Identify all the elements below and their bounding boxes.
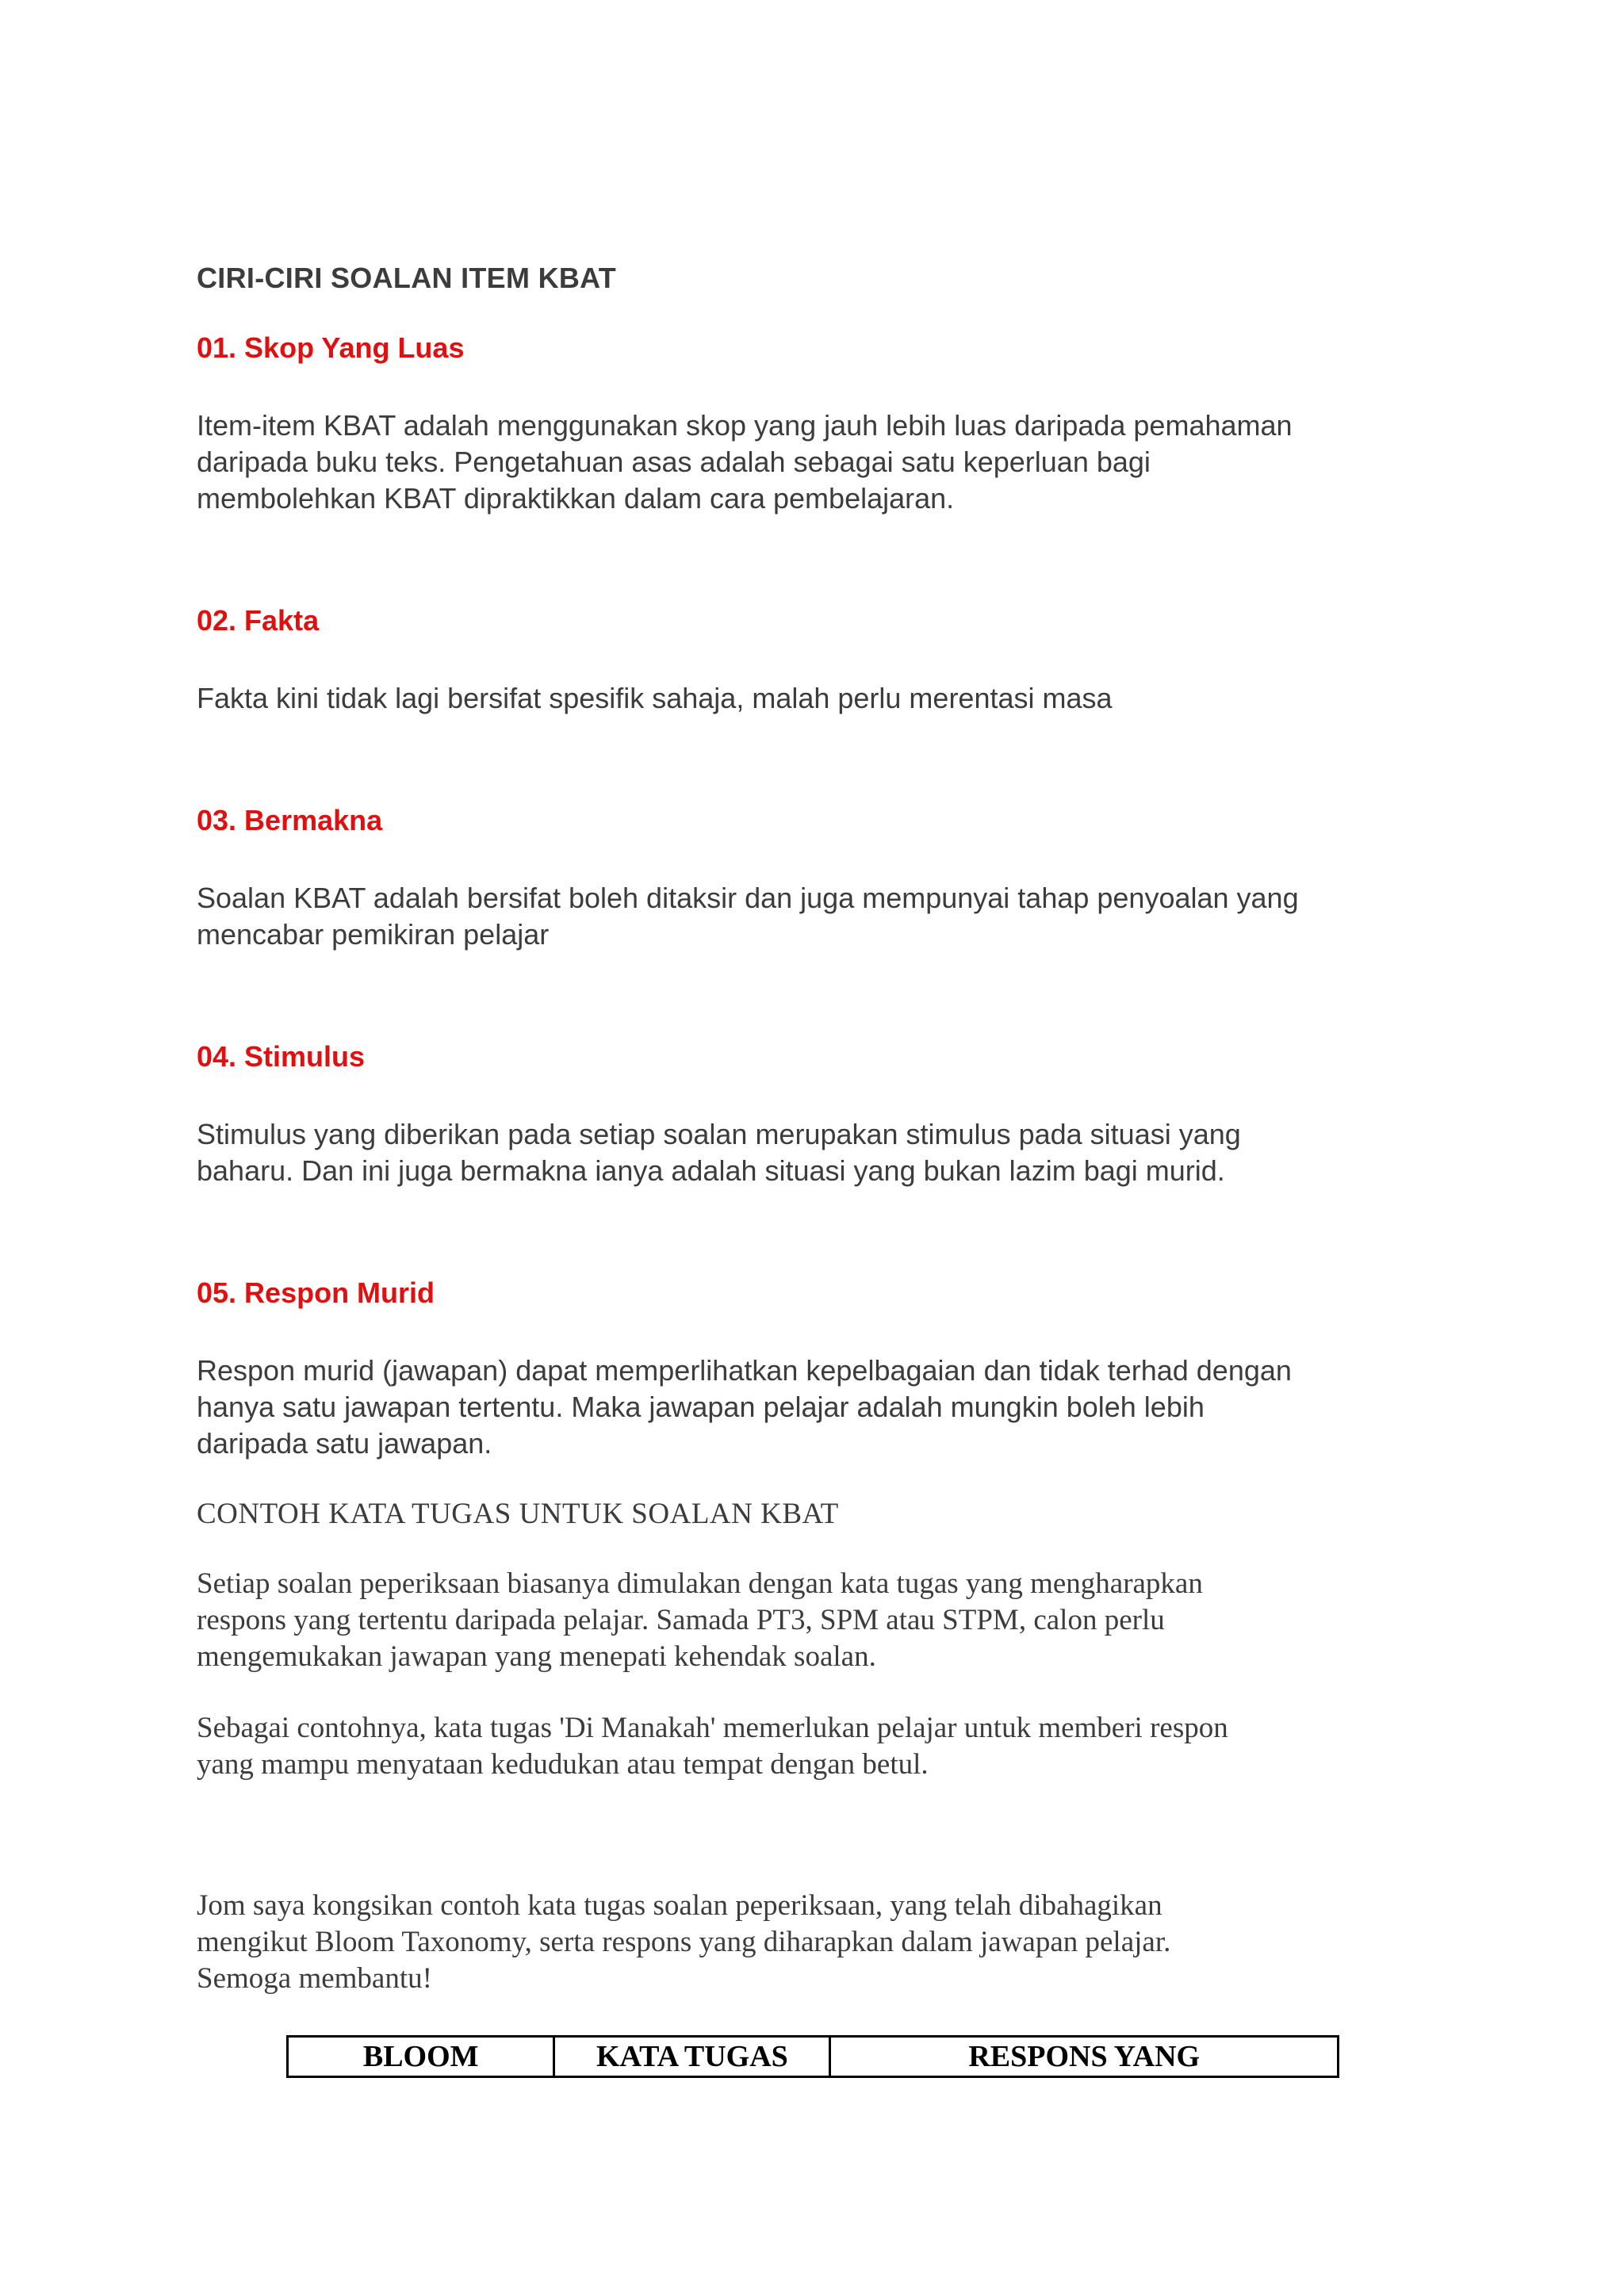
paragraph-line: daripada buku teks. Pengetahuan asas adalah sebagai satu keperluan bagi (197, 446, 1151, 478)
section-heading-skop: 01. Skop Yang Luas (197, 331, 465, 364)
document-content (197, 262, 1434, 1997)
section-heading-fakta: 02. Fakta (197, 604, 320, 637)
table-header-row (288, 2037, 1339, 2077)
section-heading-stimulus: 04. Stimulus (197, 1040, 366, 1073)
contoh-paragraph-2 (197, 1710, 1434, 1783)
section-paragraph-bermakna (197, 880, 1434, 953)
paragraph-line: Sebagai contohnya, kata tugas 'Di Manakah' memerlukan pelajar untuk memberi respon (197, 1712, 1228, 1744)
paragraph-line: mengikut Bloom Taxonomy, serta respons yang diharapkan dalam jawapan pelajar. (197, 1926, 1171, 1958)
contoh-paragraph-3 (197, 1888, 1434, 1997)
paragraph-line: membolehkan KBAT dipraktikkan dalam cara pembelajaran. (197, 482, 955, 515)
paragraph-line: baharu. Dan ini juga bermakna ianya adalah situasi yang bukan lazim bagi murid. (197, 1154, 1225, 1187)
paragraph-line: Soalan KBAT adalah bersifat boleh ditaksir dan juga mempunyai tahap penyoalan yang (197, 882, 1299, 914)
paragraph-line: Semoga membantu! (197, 1962, 432, 1995)
paragraph-line: Fakta kini tidak lagi bersifat spesifik sahaja, malah perlu merentasi masa (197, 682, 1113, 714)
section-paragraph-skop (197, 408, 1434, 517)
contoh-heading: CONTOH KATA TUGAS UNTUK SOALAN KBAT (197, 1498, 839, 1530)
section-paragraph-fakta (197, 680, 1434, 717)
paragraph-line: Jom saya kongsikan contoh kata tugas soalan peperiksaan, yang telah dibahagikan (197, 1889, 1162, 1922)
section-paragraph-stimulus (197, 1116, 1434, 1189)
paragraph-line: Respon murid (jawapan) dapat memperlihatkan kepelbagaian dan tidak terhad dengan (197, 1354, 1292, 1387)
paragraph-line: mengemukakan jawapan yang menepati kehendak soalan. (197, 1640, 876, 1673)
contoh-paragraph-1 (197, 1566, 1434, 1675)
table-header-kata-tugas: KATA TUGAS (554, 2037, 830, 2077)
bloom-table (286, 2035, 1339, 2078)
table-header-bloom: BLOOM (288, 2037, 554, 2077)
paragraph-line: respons yang tertentu daripada pelajar. Samada PT3, SPM atau STPM, calon perlu (197, 1604, 1165, 1636)
section-heading-bermakna: 03. Bermakna (197, 804, 383, 836)
document-title: CIRI-CIRI SOALAN ITEM KBAT (197, 262, 617, 294)
paragraph-line: mencabar pemikiran pelajar (197, 918, 550, 951)
section-heading-respon: 05. Respon Murid (197, 1276, 435, 1309)
section-paragraph-respon (197, 1353, 1434, 1462)
paragraph-line: daripada satu jawapan. (197, 1427, 492, 1460)
table-header-respons-yang: RESPONS YANG (830, 2037, 1339, 2077)
paragraph-line: Setiap soalan peperiksaan biasanya dimulakan dengan kata tugas yang mengharapkan (197, 1567, 1203, 1600)
paragraph-line: yang mampu menyataan kedudukan atau tempat dengan betul. (197, 1748, 929, 1781)
paragraph-line: Stimulus yang diberikan pada setiap soalan merupakan stimulus pada situasi yang (197, 1118, 1241, 1150)
paragraph-line: Item-item KBAT adalah menggunakan skop yang jauh lebih luas daripada pemahaman (197, 409, 1293, 442)
paragraph-line: hanya satu jawapan tertentu. Maka jawapan pelajar adalah mungkin boleh lebih (197, 1391, 1205, 1423)
